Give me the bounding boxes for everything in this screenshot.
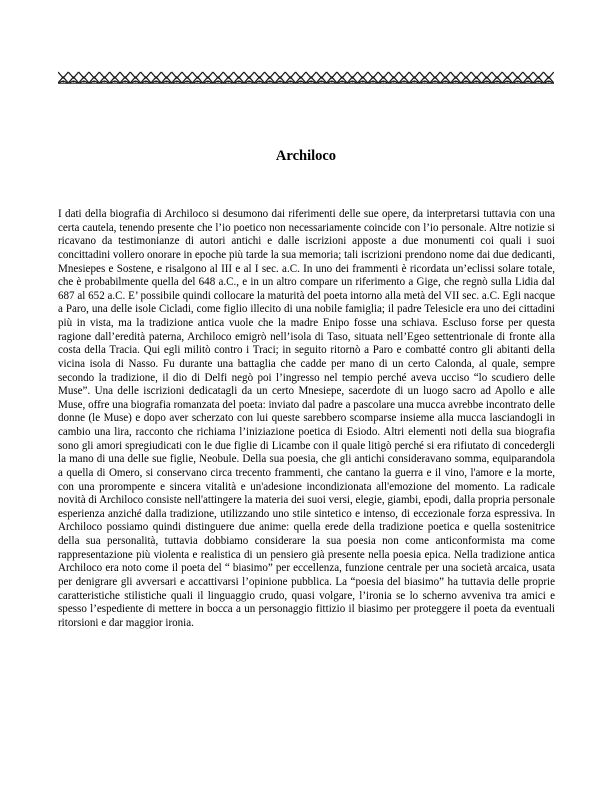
border-ornament-dot <box>227 80 229 82</box>
border-ornament-dot <box>455 80 457 82</box>
border-ornament-dot <box>424 80 426 82</box>
border-ornament-dot <box>372 80 374 82</box>
border-ornament-dot <box>341 80 343 82</box>
border-ornament-dot <box>62 80 64 82</box>
border-ornament-dot <box>258 80 260 82</box>
border-ornament-dot <box>93 80 95 82</box>
border-ornament-dot <box>403 80 405 82</box>
border-ornament-dot <box>320 80 322 82</box>
border-ornament-dot <box>269 80 271 82</box>
border-ornament-dot <box>331 80 333 82</box>
border-ornament-dot <box>217 80 219 82</box>
border-ornament-dot <box>537 80 539 82</box>
border-ornament-dot <box>351 80 353 82</box>
border-ornament-dot <box>238 80 240 82</box>
border-ornament-dot <box>527 80 529 82</box>
border-ornament-dot <box>434 80 436 82</box>
border-ornament-dot <box>517 80 519 82</box>
border-ornament-dot <box>506 80 508 82</box>
border-ornament-dot <box>486 80 488 82</box>
border-ornament-dot <box>382 80 384 82</box>
border-ornament-dot <box>310 80 312 82</box>
body-paragraph: I dati della biografia di Archiloco si desumono dai riferimenti delle sue opere, da interpretarsi tuttavia con una certa cautela, tenendo presente che l’io poetico non necessariamente coincide con l’io personale. Altre notizie si ricavano da testimonianze di autori antichi e dalle iscrizioni apposte a due monumenti coi quali i suoi concittadini vollero onorare in epoche più tarde la sua memoria; tali iscrizioni prendono nome dai due dedicanti, Mnesiepes e Sostene, e risalgono al III e al I sec. a.C. In uno dei frammenti è ricordata un’eclissi solare totale, che è probabilmente quella del 648 a.C., e in un altro compare un riferimento a Gige, che regnò sulla Lidia dal 687 al 652 a.C. E’ possibile quindi collocare la maturità del poeta intorno alla metà del VII sec. a.C. Egli nacque a Paro, una delle isole Cicladi, come figlio illecito di una nobile famiglia; il padre Telesicle era uno dei cittadini più in vista, ma la tradizione antica vuole che la madre Enipo fosse una schiava. Escluso forse per questa ragione dall’eredità paterna, Archiloco emigrò nell’isola di Taso, situata nell’Egeo settentrionale di fronte alla costa della Tracia. Qui egli militò contro i Traci; in seguito ritornò a Paro e combatté contro gli abitanti della vicina isola di Nasso. Fu durante una battaglia che cadde per mano di un certo Calonda, al quale, sempre secondo la tradizione, il dio di Delfi negò poi l’ingresso nel tempio perché aveva ucciso “lo scudiero delle Muse”. Una delle iscrizioni dedicatagli da un certo Mnesiepe, sacerdote di un luogo sacro ad Apollo e alle Muse, offre una biografia romanzata del poeta: inviato dal padre a pascolare una mucca avrebbe incontrato delle donne (le Muse) e dopo aver scherzato con lui queste sarebbero scomparse insieme alla mucca lasciandogli in cambio una lira, racconto che richiama l’iniziazione poetica di Esiodo. Altri elementi noti della sua biografia sono gli amori spregiudicati con le due figlie di Licambe con il quale litigò perché si era rifiutato di concedergli la mano di una delle sue figlie, Neobule. Della sua poesia, che gli antichi consideravano somma, equiparandola a quella di Omero, si conservano circa trecento frammenti, che cantano la guerra e il vino, l'amore e la morte, con una prorompente e sincera vitalità e un'adesione incondizionata all'emozione del momento. La radicale novità di Archiloco consiste nell'attingere la materia dei suoi versi, elegie, giambi, epodi, dalla propria personale esperienza anziché dalla tradizione, utilizzando uno stile sintetico e intenso, di eccezionale forza espressiva. In Archiloco possiamo quindi distinguere due anime: quella erede della tradizione poetica e quella sostenitrice della sua personalità, tuttavia dobbiamo considerare la sua poesia non come anticonformista ma come rappresentazione più violenta e realistica di un pensiero già presente nella poesia epica. Nella tradizione antica Archiloco era noto come il poeta del “ biasimo” per eccellenza, funzione centrale per una società arcaica, usata per denigrare gli avversari e accattivarsi l’opinione pubblica. La “poesia del biasimo” ha tuttavia delle proprie caratteristiche stilistiche quali il linguaggio crudo, quasi volgare, l’ironia se lo scherno avveniva tra amici e spesso l’espediente di mettere in bocca a un personaggio fittizio il biasimo per proteggere il poeta da eventuali ritorsioni e dar maggior ironia. <box>58 208 555 629</box>
border-ornament-dot <box>186 80 188 82</box>
border-ornament-dot <box>155 80 157 82</box>
border-ornament-dot <box>393 80 395 82</box>
border-ornament-dot <box>114 80 116 82</box>
border-ornament-dot <box>444 80 446 82</box>
border-ornament-dot <box>103 80 105 82</box>
border-ornament-dot <box>300 80 302 82</box>
border-ornament-dot <box>289 80 291 82</box>
border-ornament-dot <box>207 80 209 82</box>
border-ornament-dot <box>248 80 250 82</box>
border-ornament-dot <box>176 80 178 82</box>
border-ornament-dot <box>124 80 126 82</box>
border-ornament-dot <box>72 80 74 82</box>
ornamental-border <box>58 71 554 84</box>
page-title: Archiloco <box>275 148 337 164</box>
border-ornament-dot <box>196 80 198 82</box>
border-ornament-dot <box>145 80 147 82</box>
border-ornament-dot <box>134 80 136 82</box>
border-ornament-dot <box>496 80 498 82</box>
border-ornament-dot <box>465 80 467 82</box>
border-ornament-dot <box>362 80 364 82</box>
border-ornament-dot <box>165 80 167 82</box>
border-ornament-dot <box>413 80 415 82</box>
border-ornament-dot <box>475 80 477 82</box>
border-ornament-dot <box>279 80 281 82</box>
border-ornament-dot <box>83 80 85 82</box>
border-ornament-dot <box>548 80 550 82</box>
